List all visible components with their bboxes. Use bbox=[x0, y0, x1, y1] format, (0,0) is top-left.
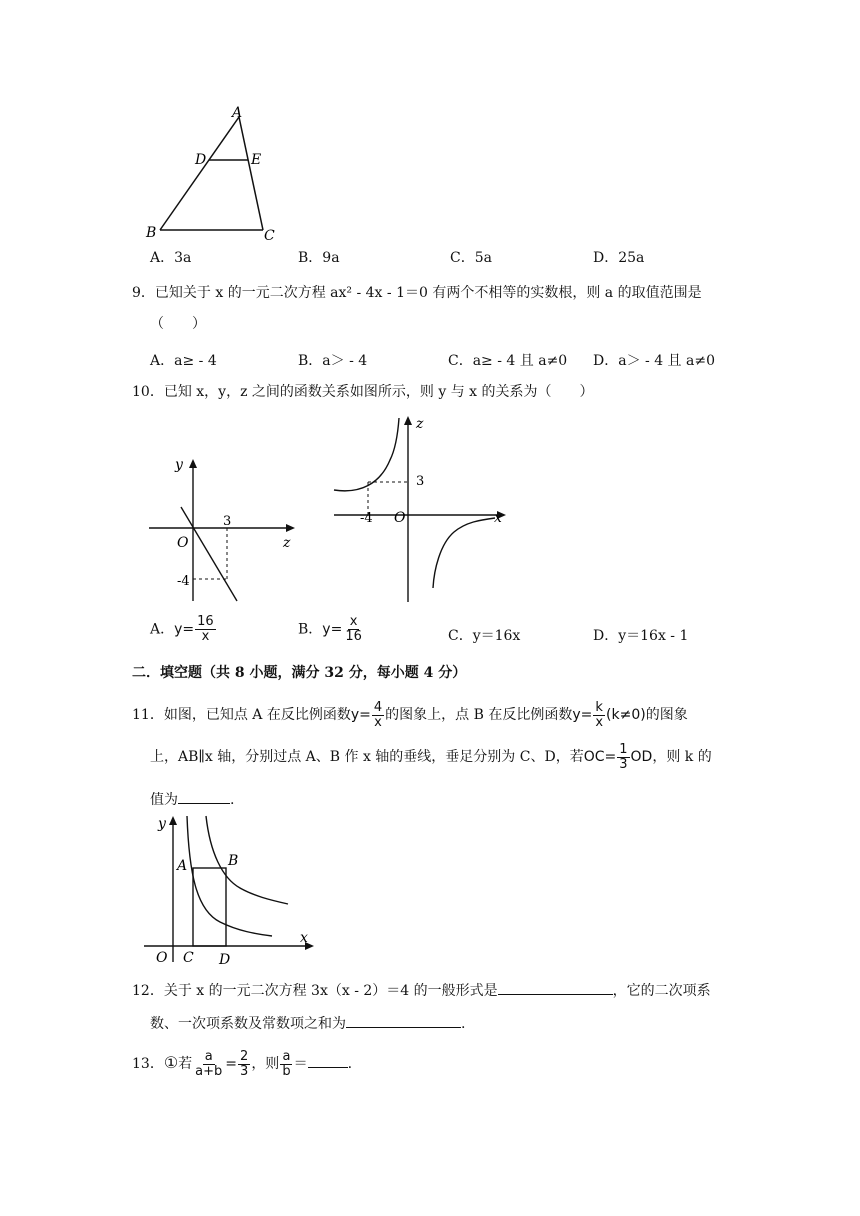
q13-r-den: 3 bbox=[240, 1063, 249, 1079]
q11-line1 bbox=[132, 698, 688, 732]
q11-fig-D: D bbox=[219, 952, 231, 968]
q11-f2-num: k bbox=[595, 699, 603, 715]
q11-figure bbox=[140, 812, 325, 972]
q13-circled-one: ① bbox=[163, 1053, 179, 1072]
q9-option-d: D．a＞ - 4 且 a≠0 bbox=[593, 353, 715, 369]
label-D: D bbox=[195, 152, 207, 168]
q12-text2: 数、一次项系数及常数项之和为 bbox=[150, 1016, 346, 1032]
q12-line2 bbox=[150, 1013, 465, 1034]
q11-fig-C: C bbox=[183, 950, 194, 966]
graph1-x-label: z bbox=[283, 535, 291, 551]
q12-text1: 12．关于 x 的一元二次方程 3x（x - 2）＝4 的一般形式是 bbox=[132, 983, 498, 999]
q11-fig-origin: O bbox=[156, 950, 168, 966]
q8-option-d: D．25a bbox=[593, 250, 645, 266]
section2-title: 二．填空题（共 8 小题，满分 32 分，每小题 4 分） bbox=[132, 665, 467, 681]
q12-line1 bbox=[132, 980, 711, 1001]
q11-f2-den: x bbox=[595, 714, 604, 730]
q11-fig-y-label: y bbox=[158, 816, 166, 832]
q8-option-c: C．5a bbox=[450, 250, 492, 266]
q9-option-b: B．a＞ - 4 bbox=[298, 353, 368, 369]
label-E: E bbox=[251, 152, 262, 168]
graph2-tick-y: 3 bbox=[416, 474, 425, 489]
label-A: A bbox=[232, 105, 243, 121]
q11-oc-den: 3 bbox=[619, 756, 628, 772]
q11-f1-num: 4 bbox=[373, 699, 383, 715]
graph2-origin: O bbox=[394, 510, 406, 526]
q10-b-lhs: y= bbox=[322, 621, 343, 638]
label-C: C bbox=[264, 228, 275, 244]
q12-answer-blank-1[interactable] bbox=[498, 980, 613, 995]
q10-text: 10．已知 x，y，z 之间的函数关系如图所示，则 y 与 x 的关系为（ ） bbox=[132, 384, 594, 400]
q10-a-den: x bbox=[201, 629, 210, 644]
q11-line2 bbox=[150, 740, 712, 774]
q11-f2-cond: (k≠0) bbox=[606, 707, 646, 723]
q11-line2a: 上，AB∥x 轴，分别过点 A、B 作 x 轴的垂线，垂足分别为 C、D，若 bbox=[150, 749, 584, 765]
q11-fig-B: B bbox=[228, 853, 239, 869]
q10-option-d: D．y＝16x - 1 bbox=[593, 628, 689, 644]
q11-f1-lhs: y= bbox=[350, 707, 371, 723]
graph2-y-label: z bbox=[416, 416, 424, 432]
graph1-origin: O bbox=[177, 535, 189, 551]
q11-part3: 的图象 bbox=[645, 707, 688, 723]
q11-fig-A: A bbox=[177, 858, 188, 874]
q10-b-prefix: B． bbox=[298, 621, 323, 638]
q11-f1-den: x bbox=[374, 714, 382, 730]
q13-line bbox=[132, 1046, 352, 1081]
q13-f-den: a+b bbox=[195, 1063, 223, 1079]
graph1-tick-x: 3 bbox=[223, 514, 232, 529]
label-B: B bbox=[146, 225, 157, 241]
q11-line3-end: . bbox=[230, 792, 235, 808]
q11-line3 bbox=[150, 789, 234, 810]
q10-b-den: 16 bbox=[345, 629, 362, 644]
q13-f-num: a bbox=[204, 1048, 213, 1064]
q13-prefix: 13． bbox=[132, 1056, 164, 1072]
q9-text: 9．已知关于 x 的一元二次方程 ax² - 4x - 1＝0 有两个不相等的实数根，则 a 的取值范围是 bbox=[132, 285, 702, 301]
q13-tail: ＝ bbox=[293, 1056, 308, 1072]
q9-option-a: A．a≥ - 4 bbox=[150, 353, 217, 369]
q8-option-a: A．3a bbox=[150, 250, 192, 266]
q10-option-c: C．y＝16x bbox=[448, 628, 521, 644]
q13-end: . bbox=[347, 1056, 353, 1072]
q10-a-num: 16 bbox=[197, 614, 214, 629]
q13-q-num: a bbox=[282, 1048, 291, 1064]
q10-option-a bbox=[150, 615, 217, 644]
q11-fig-x-label: x bbox=[300, 930, 308, 946]
q9-option-c: C．a≥ - 4 且 a≠0 bbox=[448, 353, 568, 369]
q10-graph-zx bbox=[330, 410, 510, 605]
triangle-figure bbox=[140, 100, 290, 245]
q10-option-b bbox=[298, 615, 365, 644]
q12-text1-end: ，它的二次项系 bbox=[612, 983, 711, 999]
q12-answer-blank-2[interactable] bbox=[346, 1013, 461, 1028]
q13-r-num: 2 bbox=[240, 1048, 249, 1064]
graph1-tick-y: -4 bbox=[177, 574, 190, 589]
q8-option-b: B．9a bbox=[298, 250, 340, 266]
q11-f2-lhs: y= bbox=[572, 707, 593, 723]
q10-a-prefix: A． bbox=[150, 621, 175, 638]
q12-text2-end: . bbox=[461, 1016, 466, 1032]
q11-part2: 的图象上，点 B 在反比例函数 bbox=[385, 707, 573, 723]
q11-line3-label: 值为 bbox=[150, 792, 178, 808]
q13-eq: = bbox=[225, 1056, 238, 1072]
q9-paren: （ ） bbox=[150, 316, 206, 332]
q11-oc-num: 1 bbox=[619, 741, 628, 757]
graph2-x-label: x bbox=[494, 510, 502, 526]
q13-answer-blank[interactable] bbox=[308, 1053, 348, 1068]
graph1-y-label: y bbox=[175, 457, 183, 473]
q13-q-den: b bbox=[282, 1063, 291, 1079]
q13-ruo: 若 bbox=[178, 1056, 193, 1072]
q10-b-num: x bbox=[349, 614, 358, 629]
q13-ze: ，则 bbox=[251, 1056, 280, 1072]
q10-graph-yz bbox=[145, 455, 305, 605]
q11-line2b: ，则 k 的 bbox=[652, 749, 712, 765]
q11-oc-rhs: OD bbox=[630, 749, 653, 765]
q11-oc-lhs: OC= bbox=[583, 749, 617, 765]
q11-answer-blank[interactable] bbox=[178, 789, 230, 804]
q11-part1: 11．如图，已知点 A 在反比例函数 bbox=[132, 707, 351, 723]
graph2-tick-x: -4 bbox=[360, 511, 373, 526]
q10-a-lhs: y= bbox=[174, 621, 195, 638]
